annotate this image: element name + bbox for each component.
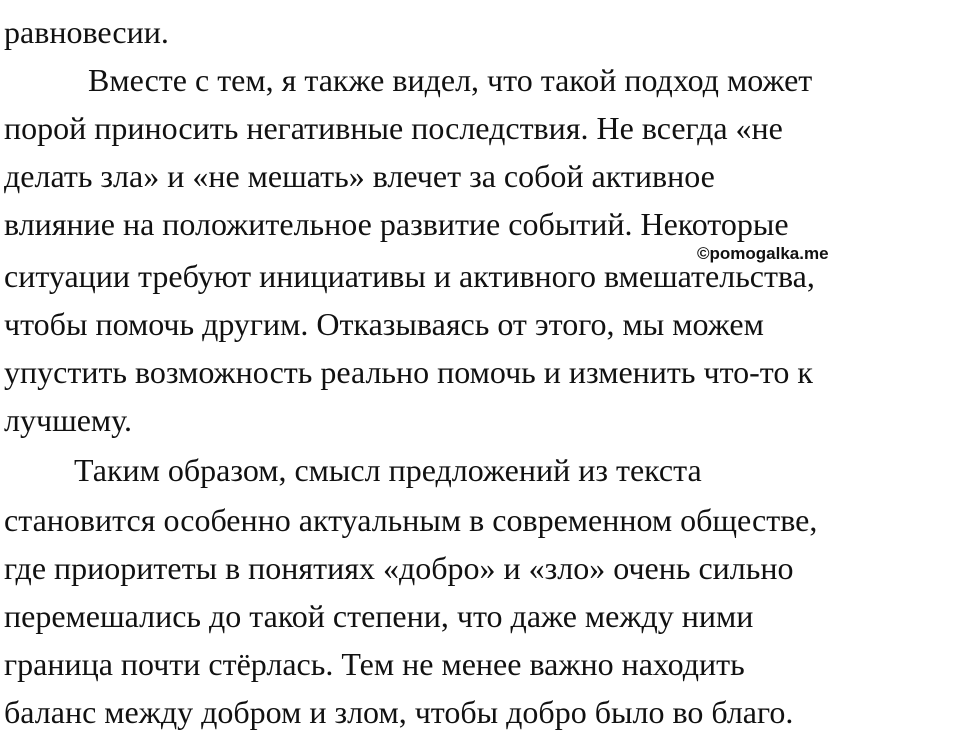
text-line: Таким образом, смысл предложений из текста	[74, 452, 702, 488]
text-line: перемешались до такой степени, что даже между ними	[4, 598, 754, 634]
text-line: делать зла» и «не мешать» влечет за собой активное	[4, 158, 715, 194]
text-line: порой приносить негативные последствия. Не всегда «не	[4, 110, 783, 146]
text-line: лучшему.	[4, 402, 132, 438]
text-line: становится особенно актуальным в современном обществе,	[4, 502, 818, 538]
text-line: баланс между добром и злом, чтобы добро было во благо.	[4, 694, 794, 730]
text-line: чтобы помочь другим. Отказываясь от этого, мы можем	[4, 306, 764, 342]
text-line: граница почти стёрлась. Тем не менее важно находить	[4, 646, 745, 682]
text-line: упустить возможность реально помочь и изменить что-то к	[4, 354, 813, 390]
text-line: равновесии.	[4, 14, 169, 50]
text-line: влияние на положительное развитие событий. Некоторые	[4, 206, 789, 242]
text-line: Вместе с тем, я также видел, что такой подход может	[88, 62, 813, 98]
watermark: ©pomogalka.me	[697, 244, 829, 263]
text-line: где приоритеты в понятиях «добро» и «зло» очень сильно	[4, 550, 794, 586]
text-line: ситуации требуют инициативы и активного вмешательства,	[4, 258, 815, 294]
